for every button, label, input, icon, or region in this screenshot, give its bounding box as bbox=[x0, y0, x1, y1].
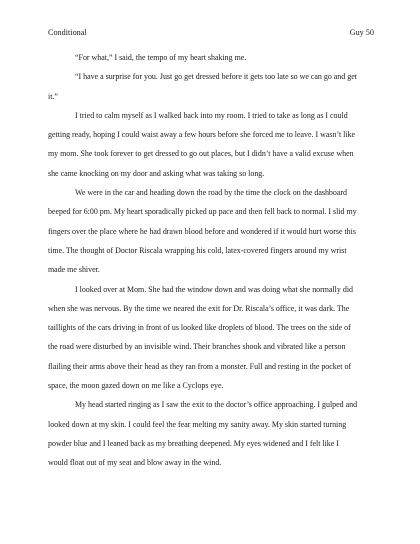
text-line: getting ready, hoping I could waist away a few hours before she forced me to leave. I wasn’t like bbox=[48, 130, 356, 140]
text-line: powder blue and I leaned back as my breathing deepened. My eyes widened and I felt like I bbox=[48, 438, 339, 448]
body-text bbox=[48, 48, 374, 473]
text-line: fingers over the place where he had drawn blood before and wondered if it would hurt worse this bbox=[48, 226, 356, 236]
text-line: the road were disturbed by an invisible wind. Their branches shook and vibrated like a person bbox=[48, 342, 346, 352]
text-line: when she was nervous. By the time we neared the exit for Dr. Riscala’s office, it was dark. The bbox=[48, 303, 350, 313]
text-line: We were in the car and heading down the road by the time the clock on the dashboard bbox=[75, 188, 348, 198]
page-header bbox=[48, 27, 374, 39]
paragraph bbox=[48, 395, 374, 472]
header-page-number: Guy 50 bbox=[349, 28, 374, 37]
text-line: “I have a surprise for you. Just go get dressed before it gets too late so we can go and get bbox=[75, 72, 357, 82]
text-line: it.” bbox=[48, 91, 58, 101]
text-line: taillights of the cars driving in front of us looked like droplets of blood. The trees on the side of bbox=[48, 323, 351, 333]
text-line: I tried to calm myself as I walked back into my room. I tried to take as long as I could bbox=[75, 110, 348, 120]
text-line: my mom. She took forever to get dressed to go out places, but I didn’t have a valid excuse when bbox=[48, 149, 354, 159]
text-line: time. The thought of Doctor Riscala wrapping his cold, latex-covered fingers around my wrist bbox=[48, 245, 347, 255]
paragraph bbox=[48, 48, 374, 67]
text-line: My head started ringing as I saw the exit to the doctor’s office approaching. I gulped and bbox=[75, 400, 358, 410]
text-line: “For what,” I said, the tempo of my heart shaking me. bbox=[75, 53, 247, 62]
text-line: made me shiver. bbox=[48, 265, 100, 275]
text-line: I looked over at Mom. She had the window down and was doing what she normally did bbox=[75, 284, 353, 294]
text-line: she came knocking on my door and asking what was taking so long. bbox=[48, 168, 265, 178]
text-line: beeped for 6:00 pm. My heart sporadically picked up pace and then fell back to normal. I slid my bbox=[48, 207, 357, 217]
text-line: would float out of my seat and blow away in the wind. bbox=[48, 458, 222, 468]
paragraph bbox=[48, 67, 374, 106]
paragraph bbox=[48, 280, 374, 396]
text-line: space, the moon gazed down on me like a Cyclops eye. bbox=[48, 381, 224, 391]
text-line: looked down at my skin. I could feel the fear melting my sanity away. My skin started turning bbox=[48, 419, 347, 429]
header-title: Conditional bbox=[48, 28, 87, 37]
paragraph bbox=[48, 106, 374, 183]
paragraph bbox=[48, 183, 374, 279]
text-line: flailing their arms above their head as they ran from a monster. Full and resting in the pocket of bbox=[48, 361, 352, 371]
